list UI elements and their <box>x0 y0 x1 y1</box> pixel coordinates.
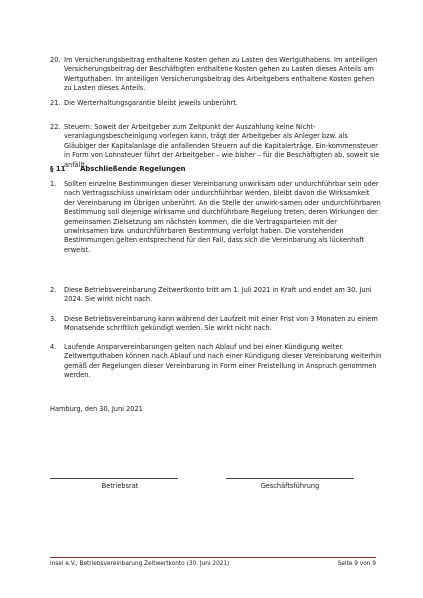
section-number: § 11 <box>50 165 66 173</box>
clause-text: Die Werterhaltungsgarantie bleibt jeweils unberührt. <box>64 99 238 107</box>
footer-divider <box>50 557 376 558</box>
footer-document-title: insel e.V., Betriebsvereinbarung Zeitwertkonto (30. Juni 2021) <box>50 561 230 567</box>
signature-line-right <box>226 478 354 479</box>
place-date: Hamburg, den 30. Juni 2021 <box>50 405 143 413</box>
clause-text: Diese Betriebsvereinbarung Zeitwertkonto tritt am 1. Juli 2021 in Kraft und endet am 30. Juni 2024. Sie wirkt nicht nach. <box>64 286 372 304</box>
signature-label-management: Geschäftsführung <box>260 482 320 490</box>
section-title: Abschließende Regelungen <box>80 165 186 173</box>
footer-page-number: Seite 9 von 9 <box>337 561 376 567</box>
clause-text: Diese Betriebsvereinbarung kann während der Laufzeit mit einer Frist von 3 Monaten zu einem Monatsende schriftlich gekündigt werden. Sie wirkt nicht nach. <box>64 315 378 333</box>
clause-text: Steuern: Soweit der Arbeitgeber zum Zeitpunkt der Auszahlung keine Nicht-veranlagungsbescheinigung vorlegen kann, trägt der Arbeitgeber als Anleger bzw. als Gläubiger der Kapitalanlage die anfallenden Steuern auf die Kapitalerträge. Ein-kommensteuer in Form von Lohnsteuer führt der Arbeitgeber – wie bisher – für die Beschäftigten ab, soweit sie anfällt. <box>64 123 380 169</box>
clause-number: 1. <box>50 180 57 188</box>
clause-text: Im Versicherungsbeitrag enthaltene Kosten gehen zu Lasten des Wertguthabens. Im anteiligen Versicherungsbeitrag der Beschäftigten enthaltene Kosten gehen zu Lasten dieses Anteils am Wertguthaben. Im anteiligen Versicherungsbeitrag des Arbeitgebers enthaltene Kosten gehen zu Lasten dieses Anteils. <box>64 56 378 93</box>
clause-text: Sollten einzelne Bestimmungen dieser Vereinbarung unwirksam oder undurchführbar sein oder nach Vertragsschluss unwirksam oder undurchführbar werden, bleibt davon die Wirksamkeit der Vereinbarung im Übrigen unberührt. An die Stelle der unwirk-samen oder undurchführbaren Bestimmung soll diejenige wirksame und durchführbare Regelung treten, deren Wirkungen der gemeinsamen Zielsetzung am nächsten kommen, die die Vertragsparteien mit der unwirksamen bzw. undurchführbaren Bestimmung verfolgt haben. Die vorstehenden Bestimmungen gelten entsprechend für den Fall, dass sich die Vereinbarung als lückenhaft erweist. <box>64 180 381 254</box>
clause-number: 20. <box>50 56 61 64</box>
clause-text: Laufende Ansparvereinbarungen gelten nach Ablauf und bei einer Kündigung weiter. Zeitwertguthaben können nach Ablauf und nach einer Kündigung dieser Vereinbarung weiterhin gemäß der Regelungen dieser Vereinbarung in Form einer Freistellung in Anspruch genommen werden. <box>64 343 382 380</box>
section-heading <box>50 165 186 173</box>
signature-label-works-council: Betriebsrat <box>101 482 139 490</box>
clause-number: 3. <box>50 315 57 323</box>
clause-number: 2. <box>50 286 57 294</box>
clause-number: 4. <box>50 343 57 351</box>
clause-number: 22. <box>50 123 61 131</box>
signature-line-left <box>50 478 178 479</box>
clause-number: 21. <box>50 99 61 107</box>
